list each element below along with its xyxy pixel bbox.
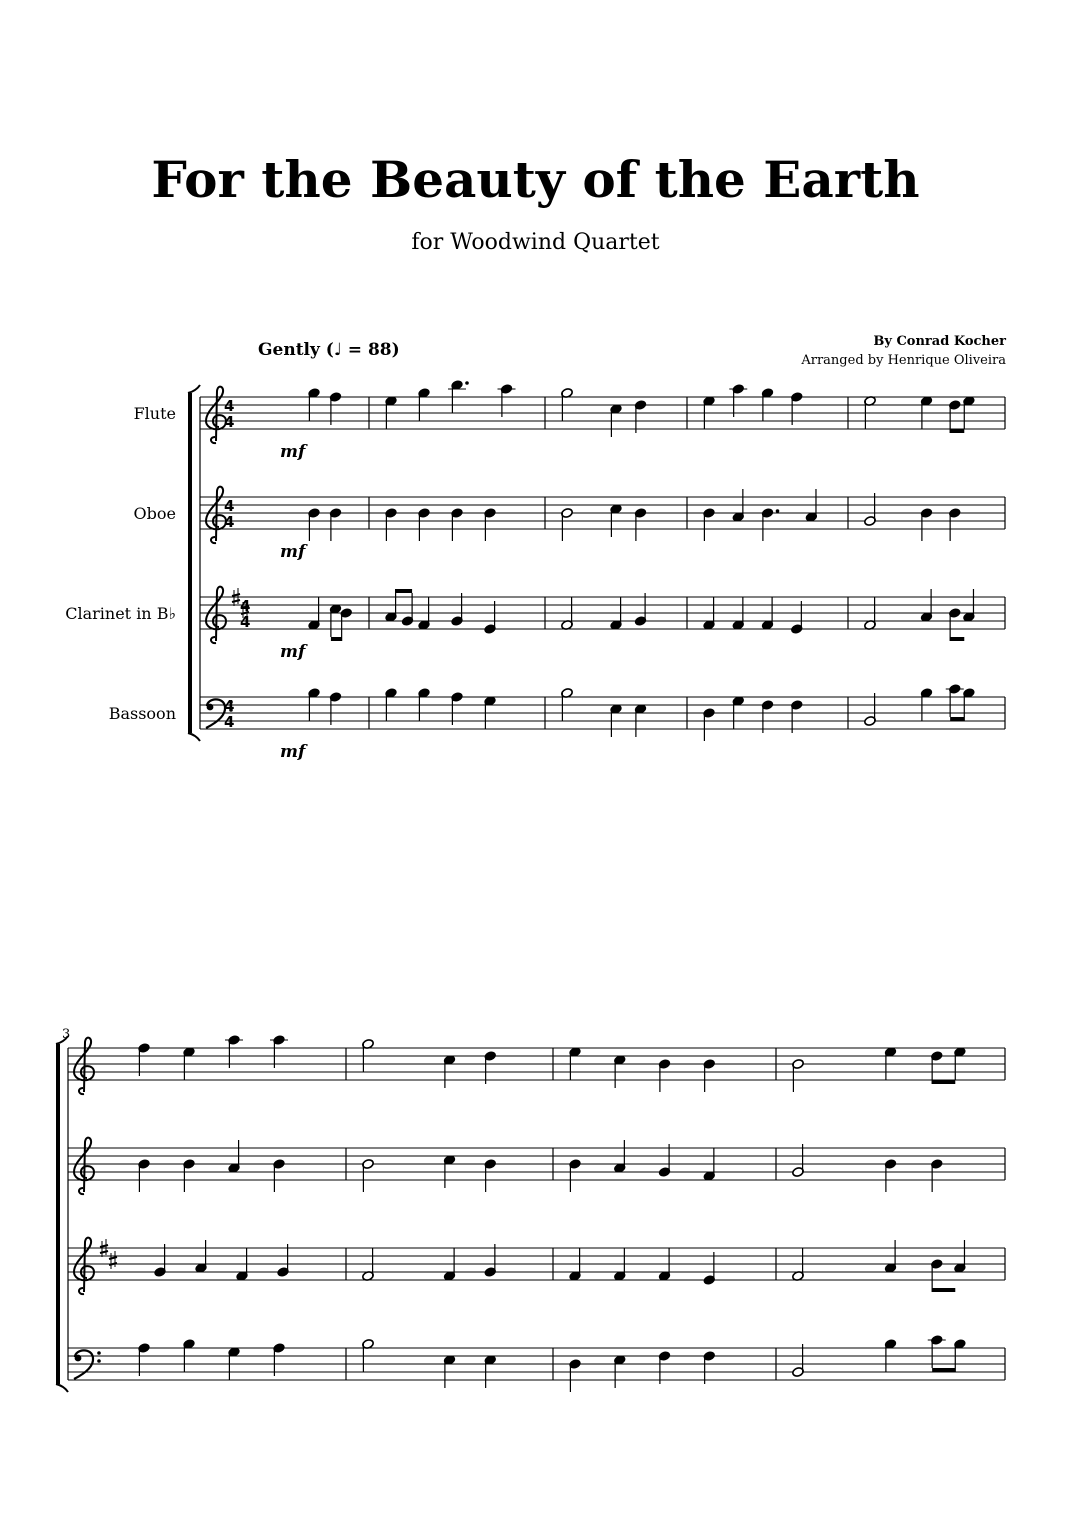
time-signature-numerator: 4 [224, 397, 235, 415]
note-beam [396, 589, 413, 593]
bass-clef-dot [75, 1355, 82, 1362]
bass-clef [206, 699, 225, 728]
note-beam [932, 1080, 955, 1084]
sharp-sign [100, 1251, 108, 1253]
score-subtitle: for Woodwind Quartet [411, 230, 660, 255]
note-beam [950, 637, 964, 641]
time-signature-numerator: 4 [224, 697, 235, 715]
bass-clef [74, 1350, 93, 1379]
bracket-hook [188, 385, 200, 393]
time-signature-denominator: 4 [224, 513, 235, 531]
sharp-sign [100, 1245, 108, 1247]
treble-clef [74, 1138, 94, 1194]
bass-clef-dot [97, 1359, 101, 1363]
dot [465, 381, 469, 385]
instrument-label: Oboe [133, 504, 176, 523]
sharp-sign [232, 600, 240, 602]
composer-credit: By Conrad Kocher [873, 334, 1006, 349]
note-beam [950, 717, 964, 721]
sharp-sign [109, 1257, 117, 1259]
note-beam [331, 637, 342, 641]
sharp-sign [232, 594, 240, 596]
note-beam [932, 1368, 955, 1372]
bass-clef-dot [207, 704, 214, 711]
time-signature-denominator: 4 [240, 613, 251, 631]
bracket-hook [56, 1384, 68, 1392]
measure-number: 3 [62, 1027, 71, 1042]
dynamic-mf: mf [280, 642, 306, 662]
treble-clef [206, 487, 226, 543]
instrument-label: Clarinet in B♭ [65, 604, 176, 623]
score-title: For the Beauty of the Earth [151, 150, 920, 209]
treble-clef [74, 1238, 94, 1294]
time-signature-denominator: 4 [224, 713, 235, 731]
sharp-sign [109, 1263, 117, 1265]
tempo-marking: Gently (♩ = 88) [258, 340, 400, 360]
note-beam [950, 429, 964, 433]
treble-clef [74, 1038, 94, 1094]
dot [776, 509, 780, 513]
note-beam [932, 1288, 955, 1292]
dynamic-mf: mf [280, 542, 306, 562]
treble-clef [206, 587, 226, 643]
treble-clef [206, 387, 226, 443]
dynamic-mf: mf [280, 742, 306, 762]
system-1 [65, 380, 1005, 762]
instrument-label: Flute [133, 404, 176, 423]
arranger-credit: Arranged by Henrique Oliveira [801, 353, 1006, 368]
bass-clef-dot [97, 1351, 101, 1355]
time-signature-numerator: 4 [240, 597, 251, 615]
time-signature-numerator: 4 [224, 497, 235, 515]
time-signature-denominator: 4 [224, 413, 235, 431]
instrument-label: Bassoon [108, 704, 176, 723]
bracket-hook [188, 733, 200, 741]
system-2 [56, 1027, 1005, 1392]
dynamic-mf: mf [280, 442, 306, 462]
